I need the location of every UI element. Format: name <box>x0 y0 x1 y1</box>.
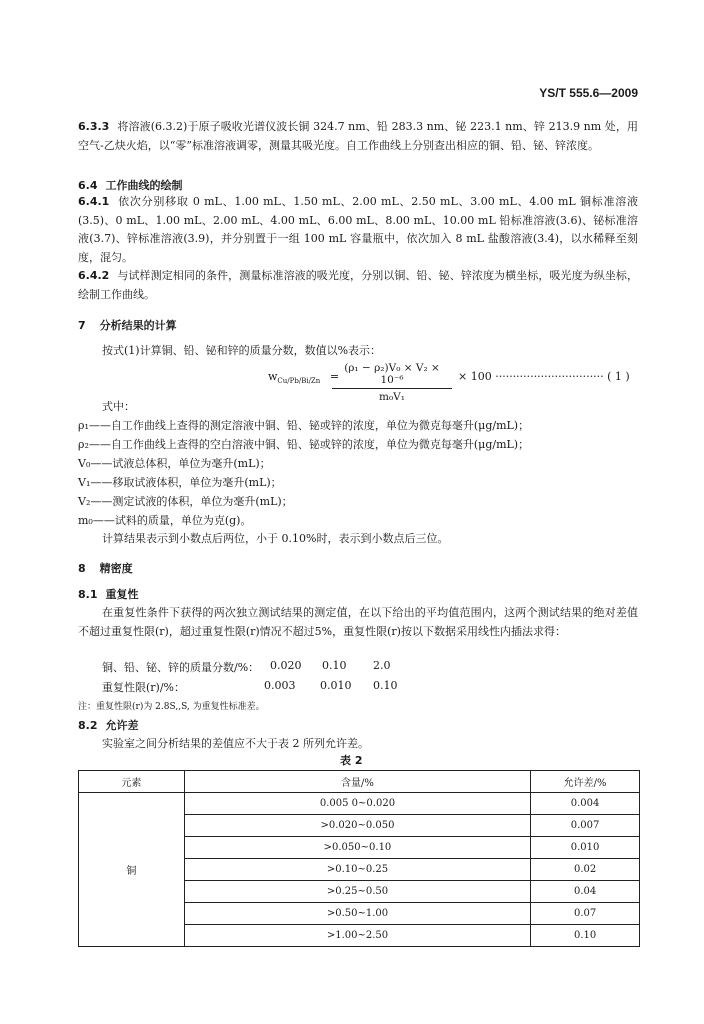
heading-8-2 <box>78 717 139 733</box>
definition-row <box>78 455 271 471</box>
heading-title: 精密度 <box>99 562 133 575</box>
repeatability-note: 注：重复性限(r)为 2.8S,,S, 为重复性标准差。 <box>78 702 265 712</box>
heading-number: 6.4 <box>78 179 98 192</box>
heading-8 <box>78 560 133 576</box>
clause-text: 与试样测定相同的条件，测量标准溶液的吸光度，分别以铜、铅、铋、锌浓度为横坐标，吸光度为纵坐标，绘制工作曲线。 <box>78 269 638 301</box>
heading-title: 重复性 <box>105 588 139 601</box>
formula-subscript: Cu/Pb/Bi/Zn <box>277 377 321 386</box>
definition-row <box>78 474 282 490</box>
definition-symbol: V₀ <box>78 457 91 470</box>
calc-intro: 按式(1)计算铜、铅、铋和锌的质量分数，数值以%表示： <box>102 344 382 357</box>
header-content: 含量/% <box>184 771 530 793</box>
where-label: 式中： <box>102 400 135 413</box>
content-cell: >0.020~0.050 <box>184 815 530 837</box>
definition-text: ——自工作曲线上查得的空白溶液中铜、铅、铋或锌的浓度，单位为微克每毫升(μg/mL)； <box>88 438 530 451</box>
rep-row1-val: 2.0 <box>373 659 391 672</box>
content-cell: >0.25~0.50 <box>184 881 530 903</box>
tolerance-table <box>78 770 640 947</box>
rep-row1-val: 0.020 <box>270 659 302 672</box>
definition-symbol: ρ₂ <box>78 438 89 451</box>
clause-text: 依次分别移取 0 mL、1.00 mL、1.50 mL、2.00 mL、2.50 mL、3.00 mL、4.00 mL 铜标准溶液(3.5)、0 mL、1.00 mL、2.00 mL、4.00 mL、6.00 mL、8.00 mL、10.00 mL 铅标准溶液(3.6)、铋标准溶液(3.7)、锌标准溶液(3.9)，并分别置于一组 100 mL 容量瓶中，依次加入 8 mL 盐酸溶液(3.4)，以水稀释至刻度，混匀。 <box>78 195 638 264</box>
definition-text: ——自工作曲线上查得的测定溶液中铜、铅、铋或锌的浓度，单位为微克每毫升(μg/mL)； <box>88 419 530 432</box>
content-cell: >0.10~0.25 <box>184 859 530 881</box>
tolerance-cell: 0.004 <box>531 793 640 815</box>
element-cell: 铜 <box>79 793 185 947</box>
heading-title: 允许差 <box>105 719 139 732</box>
header-tolerance: 允许差/% <box>531 771 640 793</box>
table-header-row <box>79 771 640 793</box>
formula-symbol: w <box>268 370 278 383</box>
formula-denominator: m₀V₁ <box>379 391 405 403</box>
tolerance-cell: 0.010 <box>531 837 640 859</box>
table-row <box>79 793 640 815</box>
clause-text: 将溶液(6.3.2)于原子吸收光谱仪波长铜 324.7 nm、铅 283.3 nm、铋 223.1 nm、锌 213.9 nm 处，用空气-乙炔火焰，以“零”标准溶液调零，测量其吸光度。自工作曲线上分别查出相应的铜、铅、铋、锌浓度。 <box>78 120 638 152</box>
definition-row <box>78 436 529 452</box>
formula-numerator: (ρ₁ − ρ₂)V₀ × V₂ × 10⁻⁶ <box>344 362 440 386</box>
heading-number: 8.2 <box>78 719 98 732</box>
tolerance-cell: 0.04 <box>531 881 640 903</box>
tolerance-text: 实验室之间分析结果的差值应不大于表 2 所列允许差。 <box>102 737 369 750</box>
formula-fraction <box>329 362 452 403</box>
clause-number: 6.3.3 <box>78 120 110 133</box>
formula-lhs <box>268 370 339 385</box>
formula-multiplier: × 100 ······························· <box>458 370 604 383</box>
fraction-bar <box>332 388 452 389</box>
rep-row2-label: 重复性限(r)/%： <box>102 681 185 694</box>
heading-6-4 <box>78 177 183 193</box>
heading-number: 8.1 <box>78 588 98 601</box>
definition-text: ——移取试液体积，单位为毫升(mL)； <box>90 476 282 489</box>
clause-6-4-2 <box>78 267 638 304</box>
clause-6-4-1 <box>78 193 638 267</box>
heading-number: 7 <box>78 319 86 332</box>
heading-7 <box>78 317 177 333</box>
standard-number: YS/T 555.6—2009 <box>539 86 638 100</box>
content-cell: >1.00~2.50 <box>184 925 530 947</box>
definition-row <box>78 493 293 509</box>
definition-row <box>78 512 251 528</box>
clause-number: 6.4.2 <box>78 269 110 282</box>
header-element: 元素 <box>79 771 185 793</box>
rep-row2-val: 0.010 <box>320 679 352 692</box>
definition-symbol: ρ₁ <box>78 419 89 432</box>
heading-8-1 <box>78 586 139 602</box>
definition-symbol: m₀ <box>78 514 93 527</box>
clause-number: 6.4.1 <box>78 195 110 208</box>
definition-symbol: V₂ <box>78 495 91 508</box>
content-cell: >0.50~1.00 <box>184 903 530 925</box>
rep-row2-val: 0.003 <box>264 679 296 692</box>
definition-symbol: V₁ <box>78 476 91 489</box>
tolerance-cell: 0.07 <box>531 903 640 925</box>
repeatability-text: 在重复性条件下获得的两次独立测试结果的测定值，在以下给出的平均值范围内，这两个测试结果的绝对差值不超过重复性限(r)，超过重复性限(r)情况不超过5%，重复性限(r)按以下数据采用线性内插法求得： <box>78 606 638 638</box>
definition-row <box>78 417 529 433</box>
content-cell: >0.050~0.10 <box>184 837 530 859</box>
calc-note: 计算结果表示到小数点后两位，小于 0.10%时，表示到小数点后三位。 <box>102 532 449 545</box>
definition-text: ——试液总体积，单位为毫升(mL)； <box>90 457 271 470</box>
formula-equals: = <box>329 370 340 383</box>
tolerance-cell: 0.02 <box>531 859 640 881</box>
rep-row2-val: 0.10 <box>373 679 398 692</box>
content-cell: 0.005 0~0.020 <box>184 793 530 815</box>
definition-text: ——试料的质量，单位为克(g)。 <box>92 514 252 527</box>
tolerance-cell: 0.007 <box>531 815 640 837</box>
formula-number: ( 1 ) <box>607 370 630 383</box>
formula-tail <box>458 370 630 383</box>
rep-row1-label: 铜、铅、铋、锌的质量分数/%： <box>102 661 260 674</box>
heading-title: 分析结果的计算 <box>99 319 177 332</box>
rep-row1-val: 0.10 <box>322 659 347 672</box>
tolerance-cell: 0.10 <box>531 925 640 947</box>
clause-6-3-3 <box>78 118 638 155</box>
heading-title: 工作曲线的绘制 <box>105 179 183 192</box>
definition-text: ——测定试液的体积，单位为毫升(mL)； <box>90 495 293 508</box>
table-caption: 表 2 <box>340 754 363 767</box>
heading-number: 8 <box>78 562 86 575</box>
